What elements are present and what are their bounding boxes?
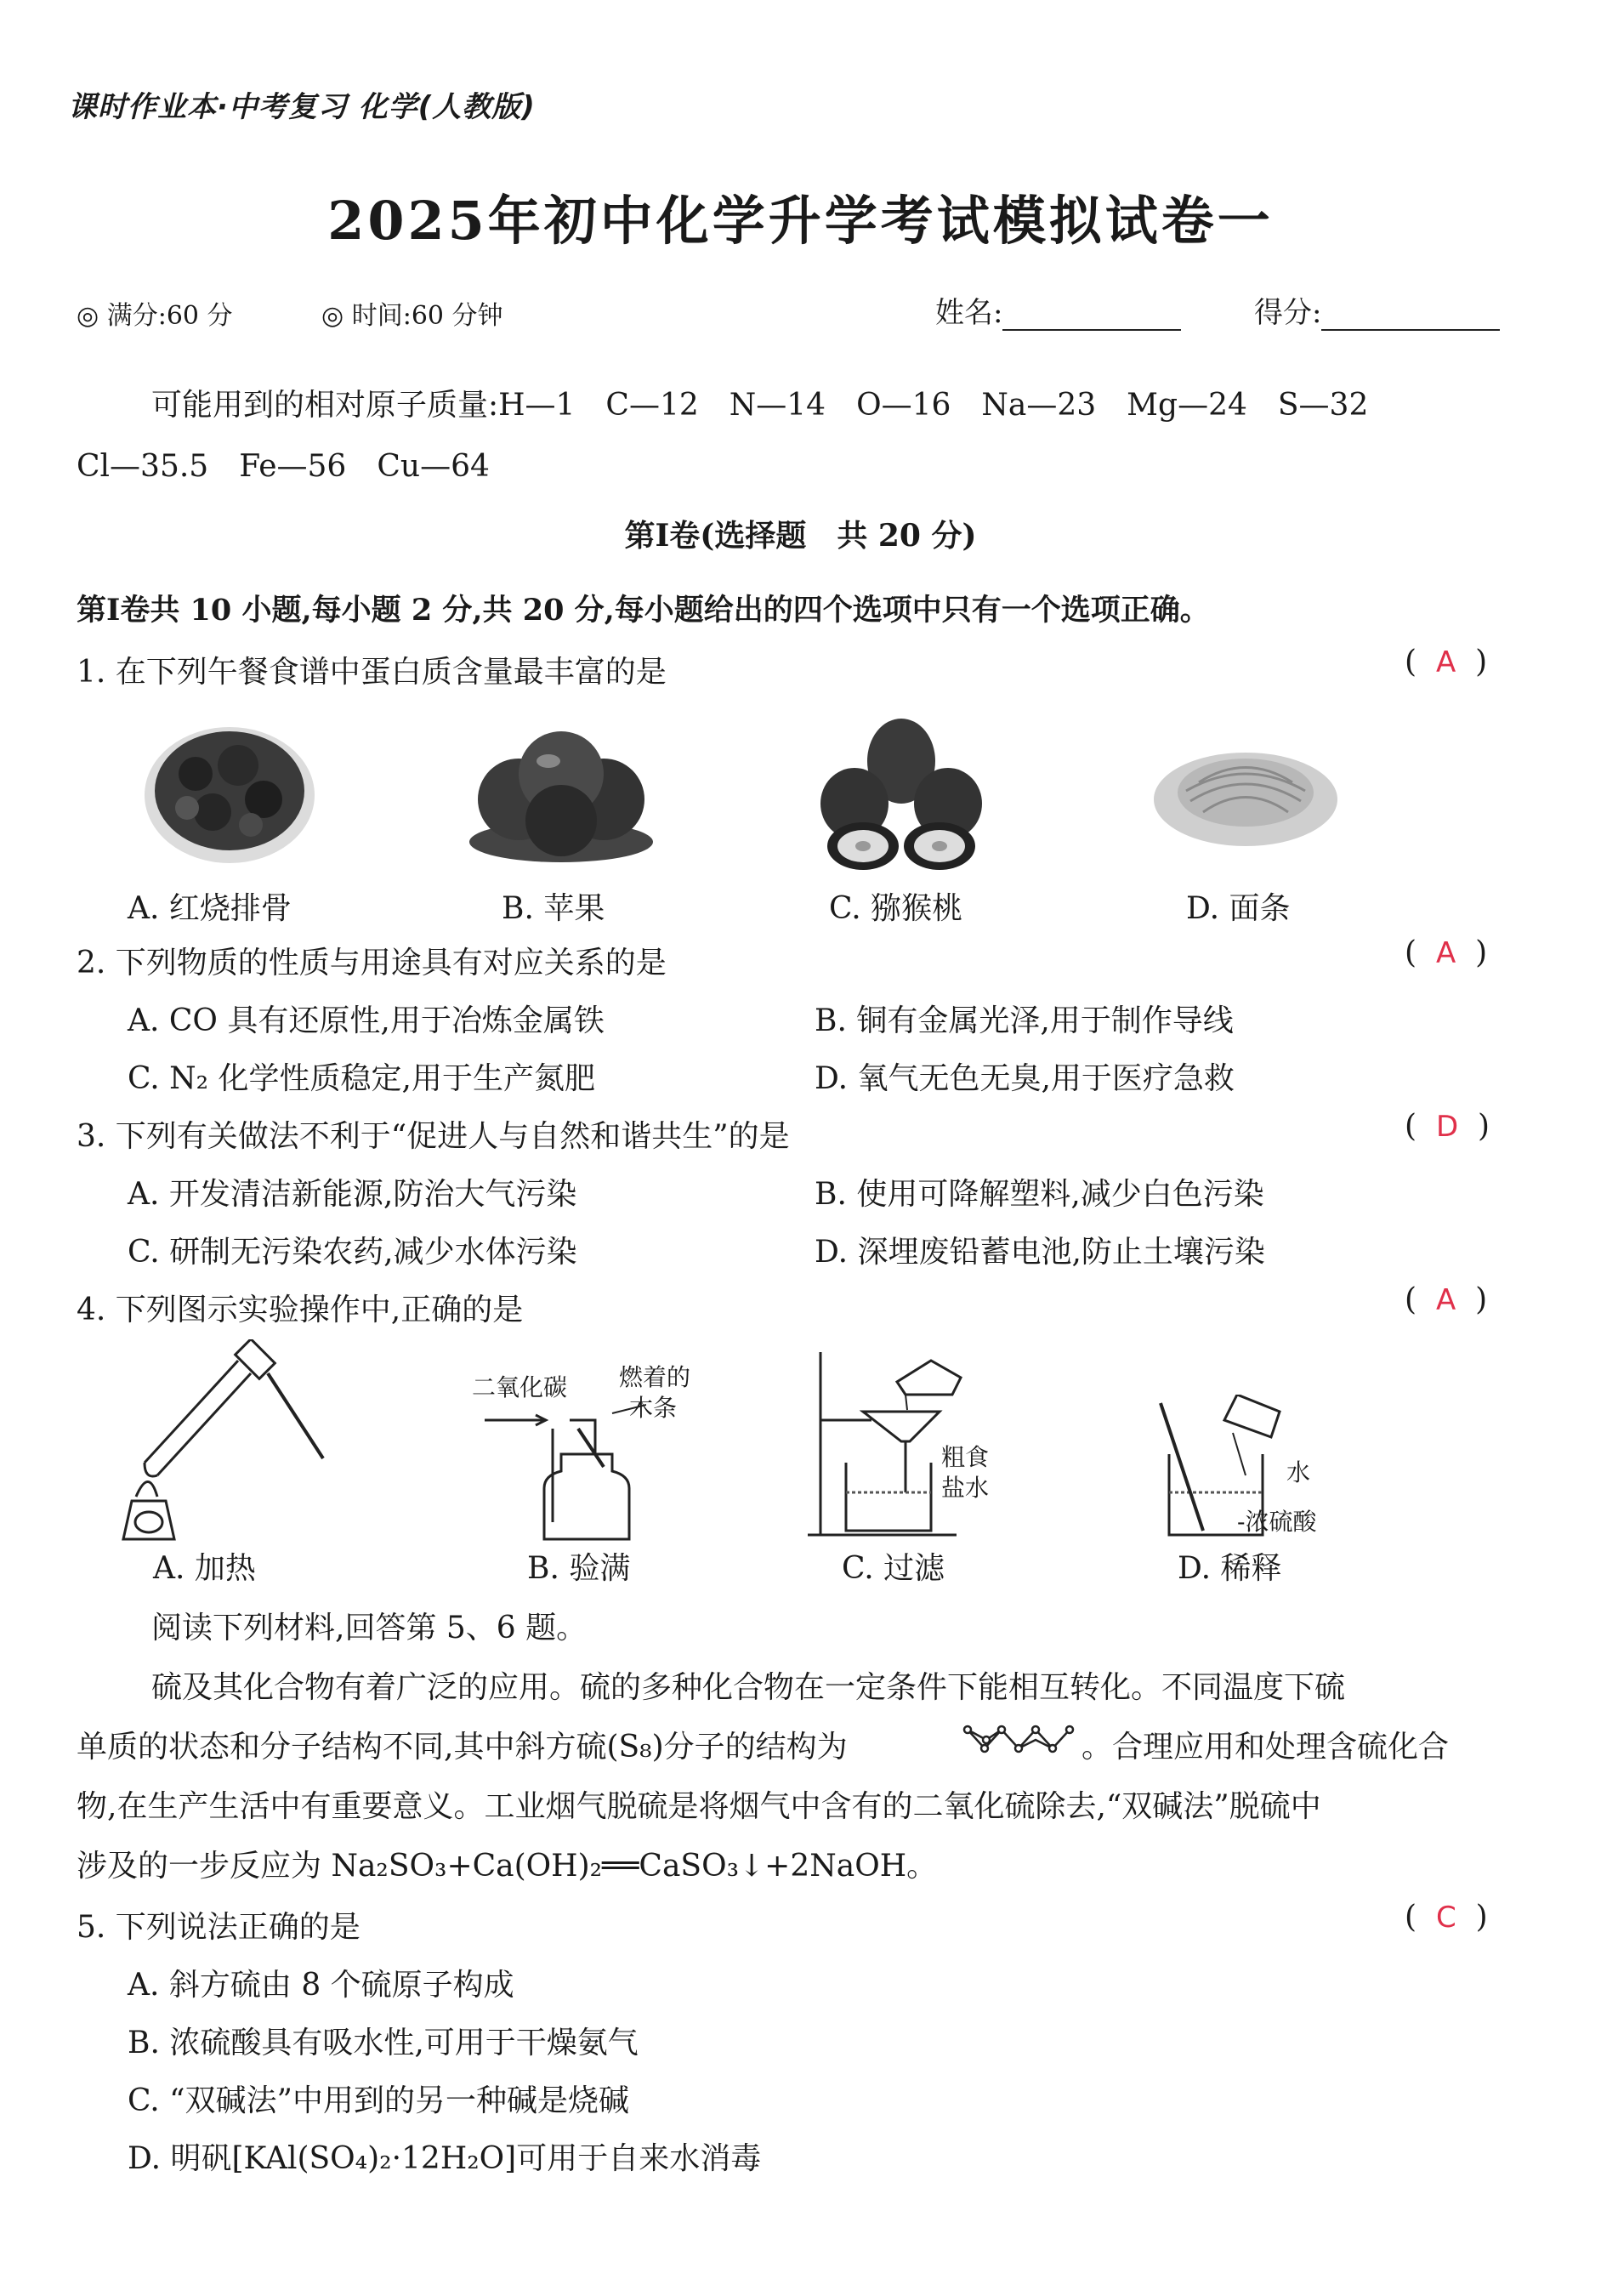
full-score: ◎ 满分:60 分 bbox=[77, 301, 233, 331]
reading-paragraph-line-3: 物,在生产生活中有重要意义。工业烟气脱硫是将烟气中含有的二氧化硫除去,“双碱法”脱硫中 bbox=[77, 1789, 1321, 1824]
q1-option-d[interactable]: D. 面条 bbox=[1186, 891, 1291, 926]
q4-option-d[interactable]: D. 稀释 bbox=[1178, 1551, 1282, 1586]
q5-answer-box: ( C ) bbox=[1405, 1900, 1488, 1935]
name-label: 姓名: bbox=[935, 296, 1003, 330]
q4-option-a[interactable]: A. 加热 bbox=[153, 1551, 256, 1586]
score-blank[interactable] bbox=[1321, 300, 1500, 331]
heating-diagram bbox=[111, 1339, 332, 1543]
exam-title: 2025年初中化学升学考试模拟试卷一 bbox=[327, 190, 1274, 252]
q3-option-b[interactable]: B. 使用可降解塑料,减少白色污染 bbox=[815, 1177, 1264, 1212]
q3-answer-box: ( D ) bbox=[1405, 1109, 1490, 1144]
q4-answer-box: ( A ) bbox=[1405, 1282, 1488, 1317]
atomic-mass-line-1: 可能用到的相对原子质量:H—1 C—12 N—14 O—16 Na—23 Mg—24 S—32 bbox=[151, 388, 1369, 423]
q2-answer-box: ( A ) bbox=[1405, 935, 1488, 970]
q3-answer: D bbox=[1435, 1110, 1459, 1144]
q1-option-c[interactable]: C. 猕猴桃 bbox=[829, 891, 963, 926]
q2-answer: A bbox=[1435, 936, 1456, 970]
q1-option-a[interactable]: A. 红烧排骨 bbox=[128, 891, 292, 926]
reading-paragraph-line-2a: 单质的状态和分子结构不同,其中斜方硫(S₈)分子的结构为 bbox=[77, 1730, 848, 1765]
score-field[interactable] bbox=[1254, 289, 1500, 331]
q5-answer: C bbox=[1435, 1901, 1456, 1935]
burning-stick-label-2: 木条 bbox=[629, 1394, 678, 1422]
q3-option-a[interactable]: A. 开发清洁新能源,防治大气污染 bbox=[128, 1177, 577, 1212]
q1-option-b[interactable]: B. 苹果 bbox=[502, 891, 605, 926]
q4-stem: 4. 下列图示实验操作中,正确的是 bbox=[77, 1293, 524, 1327]
section-title: 第Ⅰ卷(选择题 共 20 分) bbox=[624, 518, 977, 554]
reading-paragraph-line-1: 硫及其化合物有着广泛的应用。硫的多种化合物在一定条件下能相互转化。不同温度下硫 bbox=[151, 1670, 1346, 1705]
water-label: 水 bbox=[1286, 1458, 1311, 1486]
q2-option-d[interactable]: D. 氧气无色无臭,用于医疗急救 bbox=[815, 1061, 1235, 1096]
q4-option-c[interactable]: C. 过滤 bbox=[842, 1551, 945, 1586]
name-blank[interactable] bbox=[1002, 300, 1181, 331]
ribs-image bbox=[136, 714, 323, 867]
co2-label: 二氧化碳 bbox=[472, 1373, 568, 1401]
time-limit: ◎ 时间:60 分钟 bbox=[321, 301, 503, 331]
q3-option-d[interactable]: D. 深埋废铅蓄电池,防止土壤污染 bbox=[815, 1235, 1265, 1270]
score-label: 得分: bbox=[1254, 296, 1322, 330]
q5-option-b[interactable]: B. 浓硫酸具有吸水性,可用于干燥氨气 bbox=[128, 2026, 639, 2060]
burning-stick-label-1: 燃着的 bbox=[619, 1363, 691, 1391]
reading-paragraph-line-4: 涉及的一步反应为 Na₂SO₃+Ca(OH)₂══CaSO₃↓+2NaOH。 bbox=[77, 1849, 938, 1884]
name-field[interactable] bbox=[935, 289, 1181, 331]
q2-option-b[interactable]: B. 铜有金属光泽,用于制作导线 bbox=[815, 1003, 1234, 1038]
reading-intro: 阅读下列材料,回答第 5、6 题。 bbox=[151, 1611, 588, 1645]
kiwi-image bbox=[812, 710, 991, 872]
section-instruction: 第Ⅰ卷共 10 小题,每小题 2 分,共 20 分,每小题给出的四个选项中只有一个选项正确。 bbox=[77, 593, 1210, 628]
q2-option-a[interactable]: A. CO 具有还原性,用于冶炼金属铁 bbox=[128, 1003, 605, 1038]
q2-stem: 2. 下列物质的性质与用途具有对应关系的是 bbox=[77, 946, 667, 980]
atomic-mass-line-2: Cl—35.5 Fe—56 Cu—64 bbox=[77, 449, 490, 484]
noodles-image bbox=[1152, 740, 1339, 850]
q4-option-b[interactable]: B. 验满 bbox=[527, 1551, 631, 1586]
gas-collection-diagram bbox=[476, 1403, 646, 1543]
q1-answer-box: ( A ) bbox=[1405, 645, 1488, 679]
salt-water-label-1: 粗食 bbox=[941, 1443, 990, 1471]
q4-answer: A bbox=[1435, 1283, 1456, 1317]
acid-label-text: 浓硫酸 bbox=[1245, 1508, 1317, 1536]
q5-option-d[interactable]: D. 明矾[KAl(SO₄)₂·12H₂O]可用于自来水消毒 bbox=[128, 2141, 762, 2176]
q3-option-c[interactable]: C. 研制无污染农药,减少水体污染 bbox=[128, 1235, 577, 1270]
reading-paragraph-line-2b: 。合理应用和处理含硫化合 bbox=[1082, 1730, 1450, 1765]
q2-option-c[interactable]: C. N₂ 化学性质稳定,用于生产氮肥 bbox=[128, 1061, 595, 1096]
q5-option-a[interactable]: A. 斜方硫由 8 个硫原子构成 bbox=[128, 1968, 514, 2003]
q5-stem: 5. 下列说法正确的是 bbox=[77, 1910, 361, 1945]
q1-answer: A bbox=[1435, 645, 1456, 679]
q3-stem: 3. 下列有关做法不利于“促进人与自然和谐共生”的是 bbox=[77, 1119, 790, 1154]
s8-structure-icon bbox=[961, 1718, 1080, 1760]
salt-water-label-2: 盐水 bbox=[941, 1474, 990, 1502]
acid-label: -浓硫酸 bbox=[1237, 1508, 1317, 1536]
apple-image bbox=[468, 714, 655, 867]
q1-stem: 1. 在下列午餐食谱中蛋白质含量最丰富的是 bbox=[77, 655, 667, 690]
book-series-header: 课时作业本·中考复习 化学(人教版) bbox=[68, 90, 536, 124]
q5-option-c[interactable]: C. “双碱法”中用到的另一种碱是烧碱 bbox=[128, 2083, 629, 2118]
